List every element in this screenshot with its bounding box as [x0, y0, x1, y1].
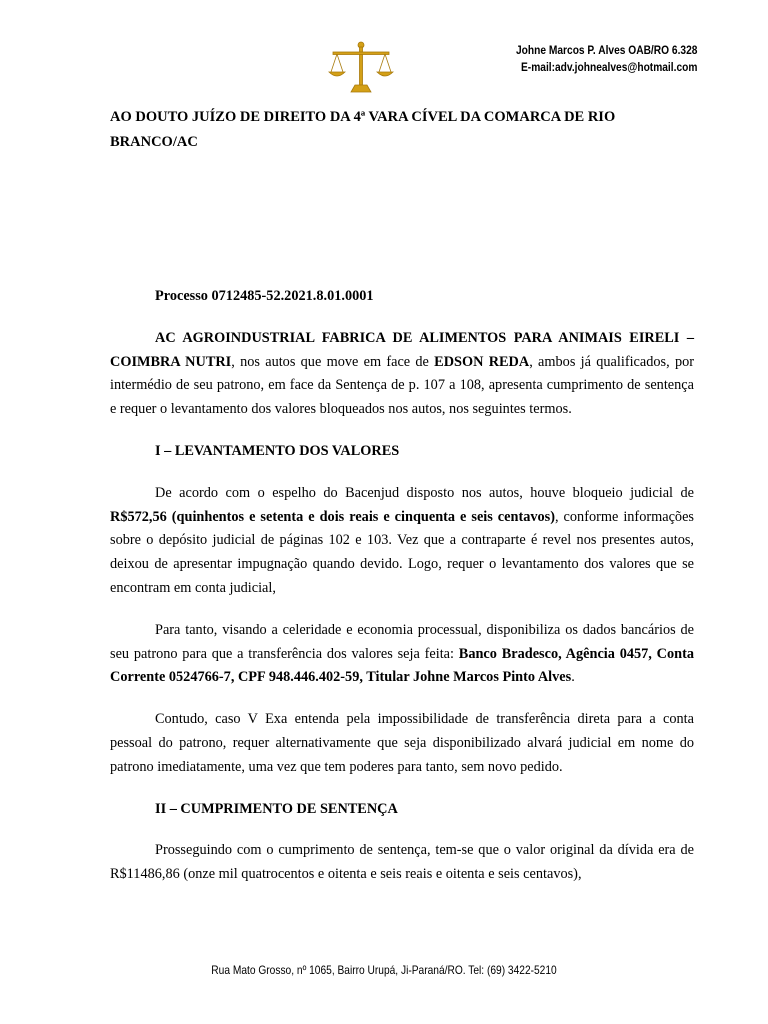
section-2-title: II – CUMPRIMENTO DE SENTENÇA: [155, 800, 398, 817]
attorney-email: E-mail:adv.johnealves@hotmail.com: [520, 60, 697, 74]
footer-address: Rua Mato Grosso, nº 1065, Bairro Urupá, Ji-Paraná/RO. Tel: (69) 3422-5210: [211, 963, 557, 977]
attorney-name: Johne Marcos P. Alves OAB/RO 6.328: [515, 43, 697, 57]
process-number: Processo 0712485-52.2021.8.01.0001: [155, 288, 374, 304]
document-body: [110, 285, 694, 887]
blocked-amount: R$572,56 (quinhentos e setenta e dois reais e cinquenta e seis centavos): [110, 508, 555, 525]
letterhead: [516, 42, 697, 76]
section-1-paragraph-2: Para tanto, visando a celeridade e economia processual, disponibiliza os dados bancários de seu patrono para que a transferência dos valores seja feita: Banco Bradesco, Agência 0457, Conta Corrente 0524766-7, CPF 948.446.402-59, Titular Johne Marcos Pinto Alves.: [110, 621, 694, 686]
defendant-name: EDSON REDA: [434, 353, 530, 370]
scales-of-justice-icon: [327, 40, 395, 94]
bank-details: Banco Bradesco, Agência 0457, Conta Corrente 0524766-7, CPF 948.446.402-59, Titular Johne Marcos Pinto Alves: [110, 645, 694, 686]
section-1-paragraph-1: De acordo com o espelho do Bacenjud disposto nos autos, houve bloqueio judicial de R$572,56 (quinhentos e setenta e dois reais e cinquenta e seis centavos), conforme informações sobre o depósito judicial de páginas 102 e 103. Vez que a contraparte é revel nos presentes autos, deixou de apresentar impugnação quando devido. Logo, requer o levantamento dos valores que se encontram em conta judicial,: [110, 484, 694, 596]
plaintiff-name: AC AGROINDUSTRIAL FABRICA DE ALIMENTOS PARA ANIMAIS EIRELI – COIMBRA NUTRI: [110, 329, 694, 370]
intro-paragraph: AC AGROINDUSTRIAL FABRICA DE ALIMENTOS PARA ANIMAIS EIRELI – COIMBRA NUTRI, nos autos que move em face de EDSON REDA, ambos já qualificados, por intermédio de seu patrono, em face da Sentença de p. 107 a 108, apresenta cumprimento de sentença e requer o levantamento dos valores bloqueados nos autos, nos seguintes termos.: [110, 329, 695, 418]
section-1-paragraph-3: Contudo, caso V Exa entenda pela impossibilidade de transferência direta para a conta pessoal do patrono, requer alternativamente que seja disponibilizado alvará judicial em nome do patrono imediatamente, uma vez que tem poderes para tanto, sem novo pedido.: [110, 711, 694, 775]
section-2-paragraph-1: Prosseguindo com o cumprimento de sentença, tem-se que o valor original da dívida era de R$11486,86 (onze mil quatrocentos e oitenta e seis reais e oitenta e seis centavos),: [110, 842, 694, 883]
addressee: [110, 105, 694, 155]
addressee-line-1: AO DOUTO JUÍZO DE DIREITO DA 4ª VARA CÍVEL DA COMARCA DE RIO: [110, 109, 616, 125]
addressee-line-2: BRANCO/AC: [110, 134, 198, 150]
section-1-title: I – LEVANTAMENTO DOS VALORES: [155, 442, 400, 459]
